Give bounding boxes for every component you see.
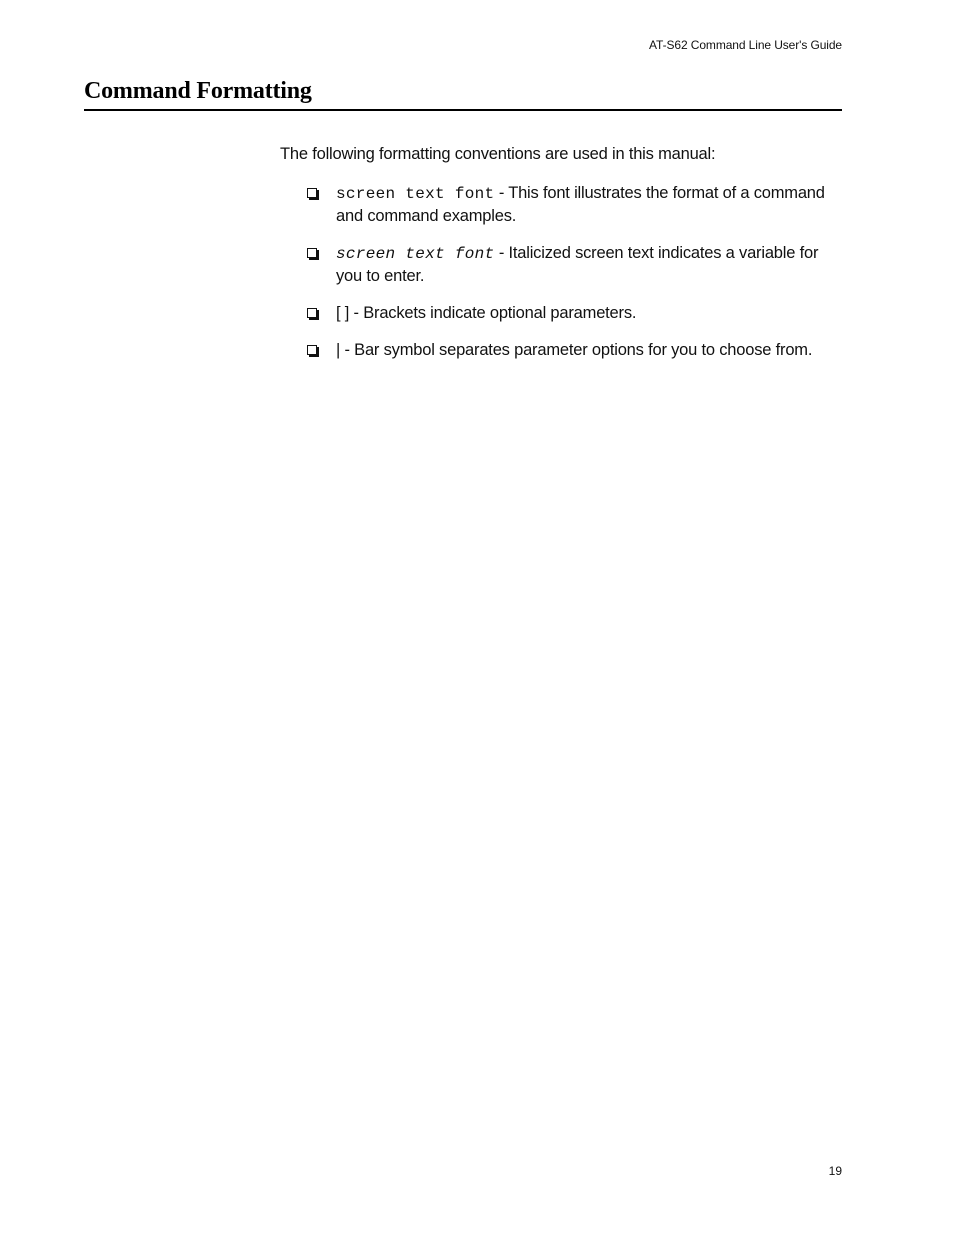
italic-screen-text-font-sample: screen text font <box>336 245 495 263</box>
list-item-description: - Italicized screen text indicates a variable for you to enter. <box>336 244 819 285</box>
page-number: 19 <box>828 1164 842 1178</box>
list-item-text <box>336 182 847 227</box>
screen-text-font-sample: screen text font <box>336 185 495 203</box>
list-item <box>307 242 847 287</box>
list-item <box>307 339 847 361</box>
title-rule <box>84 109 842 111</box>
section-title: Command Formatting <box>84 78 312 104</box>
list-item-description: | - Bar symbol separates parameter options for you to choose from. <box>336 341 813 359</box>
checkbox-bullet-icon <box>307 345 317 355</box>
checkbox-bullet-icon <box>307 308 317 318</box>
checkbox-bullet-icon <box>307 248 317 258</box>
list-item-description: - This font illustrates the format of a command and command examples. <box>336 184 825 225</box>
list-item <box>307 302 847 324</box>
list-item <box>307 182 847 227</box>
running-header: AT-S62 Command Line User's Guide <box>649 38 842 52</box>
checkbox-bullet-icon <box>307 188 317 198</box>
list-item-text <box>336 242 847 287</box>
list-item-description: [ ] - Brackets indicate optional parameters. <box>336 304 637 322</box>
intro-paragraph: The following formatting conventions are used in this manual: <box>280 145 716 163</box>
conventions-list <box>307 182 847 376</box>
